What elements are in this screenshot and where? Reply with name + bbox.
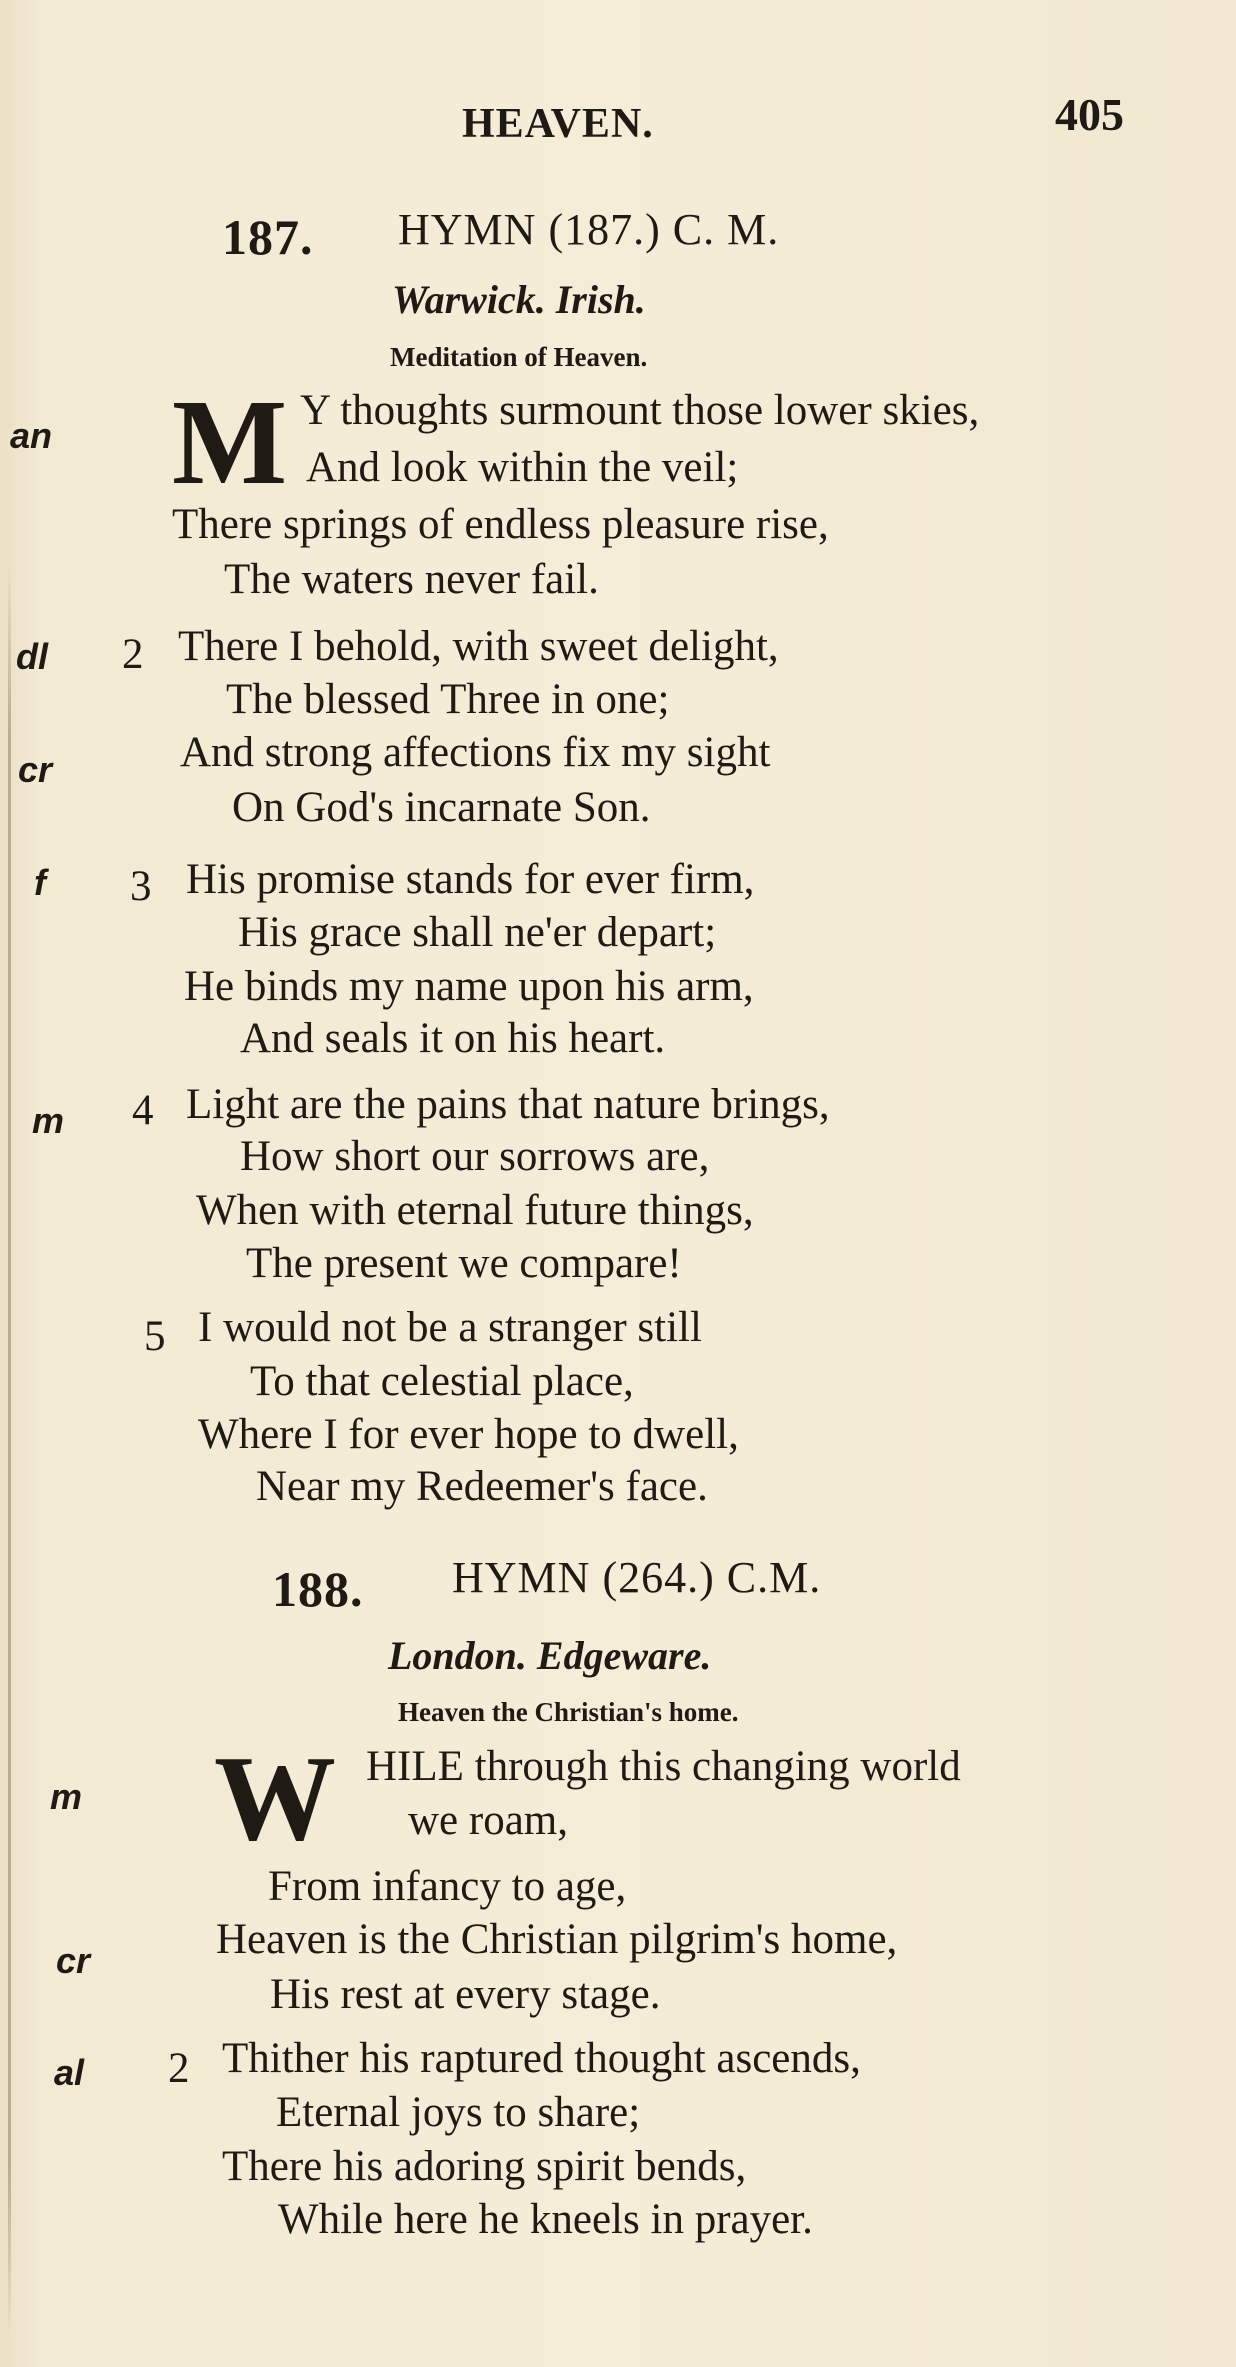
hymn-187-s5-number: 5 xyxy=(144,1313,166,1360)
margin-mark-cr-2: cr xyxy=(56,1940,91,1981)
margin-mark-an: an xyxy=(10,415,53,456)
hymn-187-s1-line1: Y thoughts surmount those lower skies, xyxy=(300,387,980,434)
hymn-188-s1-line4: His rest at every stage. xyxy=(270,1971,661,2018)
hymn-187-s2-line4: On God's incarnate Son. xyxy=(232,784,651,831)
hymn-187-s3-line2: His grace shall ne'er depart; xyxy=(238,909,717,956)
hymn-187-subject: Meditation of Heaven. xyxy=(390,342,648,372)
hymn-187-s5-line1: I would not be a stranger still xyxy=(198,1304,702,1351)
page-number: 405 xyxy=(1055,89,1124,140)
hymn-188-s1-line3: Heaven is the Christian pilgrim's home, xyxy=(216,1916,898,1963)
hymn-187-tunes: Warwick. Irish. xyxy=(392,277,646,322)
margin-mark-m: m xyxy=(32,1100,65,1141)
margin-mark-m-2: m xyxy=(50,1776,83,1817)
hymn-187-s2-number: 2 xyxy=(122,631,144,678)
hymn-187-number: 187. xyxy=(222,209,314,265)
hymn-187-s3-line3: He binds my name upon his arm, xyxy=(184,963,754,1010)
hymn-187-dropcap: M xyxy=(172,375,288,510)
hymn-187-s3-number: 3 xyxy=(130,863,152,910)
hymn-188-s2-number: 2 xyxy=(168,2045,190,2092)
hymn-187-s2-line1: There I behold, with sweet delight, xyxy=(178,623,779,670)
hymn-187-s1-line4: The waters never fail. xyxy=(224,556,599,603)
hymn-188-s1-line2: From infancy to age, xyxy=(268,1863,627,1910)
hymn-188-s2-line3: There his adoring spirit bends, xyxy=(222,2143,747,2190)
hymn-188-dropcap: W xyxy=(214,1731,336,1866)
gutter-shadow xyxy=(8,560,11,2340)
hymn-187-s1-line3: There springs of endless pleasure rise, xyxy=(172,501,829,548)
hymn-188-s2-line2: Eternal joys to share; xyxy=(276,2089,641,2136)
margin-mark-cr: cr xyxy=(18,749,53,790)
hymn-187-s4-line4: The present we compare! xyxy=(246,1240,682,1287)
hymn-187-s5-line2: To that celestial place, xyxy=(250,1358,634,1405)
margin-mark-al: al xyxy=(54,2052,85,2093)
hymn-188-s1-line1: HILE through this changing world xyxy=(366,1743,961,1790)
hymn-187-s4-line2: How short our sorrows are, xyxy=(240,1133,710,1180)
hymn-187-s5-line3: Where I for ever hope to dwell, xyxy=(198,1411,739,1458)
hymn-188-subject: Heaven the Christian's home. xyxy=(398,1697,739,1727)
hymn-188-number: 188. xyxy=(272,1561,364,1617)
hymn-187-s2-line3: And strong affections fix my sight xyxy=(180,729,771,776)
margin-mark-dl: dl xyxy=(16,636,48,677)
hymn-188-s2-line4: While here he kneels in prayer. xyxy=(278,2196,813,2243)
hymn-188-tunes: London. Edgeware. xyxy=(388,1633,712,1678)
hymn-188-s2-line1: Thither his raptured thought ascends, xyxy=(222,2035,861,2082)
hymn-187-s5-line4: Near my Redeemer's face. xyxy=(256,1463,708,1510)
hymn-187-s4-line1: Light are the pains that nature brings, xyxy=(186,1081,830,1128)
hymn-187-heading: HYMN (187.) C. M. xyxy=(398,205,780,254)
hymn-187-s4-number: 4 xyxy=(132,1087,154,1134)
hymn-187-s2-line2: The blessed Three in one; xyxy=(226,676,670,723)
hymn-187-s4-line3: When with eternal future things, xyxy=(196,1187,754,1234)
running-head: HEAVEN. xyxy=(462,101,654,147)
hymn-187-s3-line1: His promise stands for ever firm, xyxy=(186,856,755,903)
margin-mark-f: f xyxy=(34,862,46,903)
hymn-188-s1-line1b: we roam, xyxy=(408,1797,568,1844)
hymn-187-s1-line2: And look within the veil; xyxy=(306,444,739,491)
hymn-188-heading: HYMN (264.) C.M. xyxy=(452,1553,822,1602)
hymn-187-s3-line4: And seals it on his heart. xyxy=(240,1015,666,1062)
